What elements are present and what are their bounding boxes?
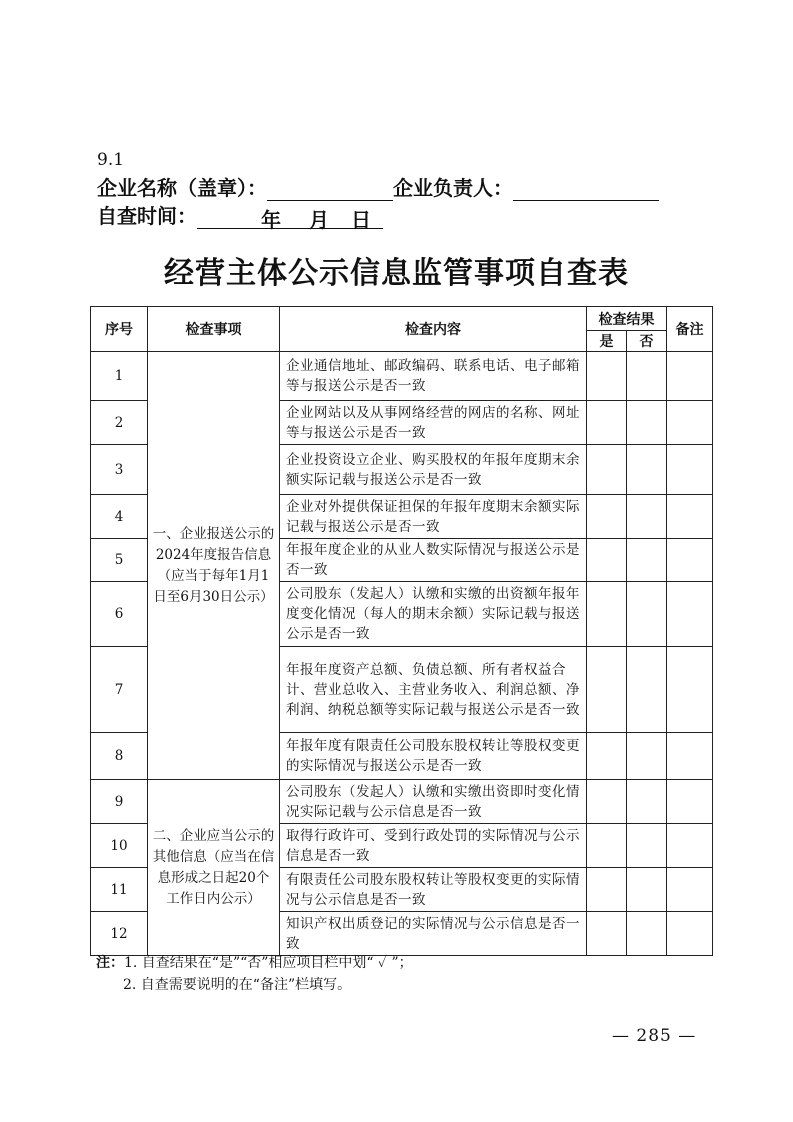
remark-cell[interactable] (667, 824, 713, 868)
notes-section (96, 952, 413, 996)
result-yes-cell[interactable] (587, 352, 627, 401)
remark-cell[interactable] (667, 445, 713, 495)
check-content: 年报年度有限责任公司股东股权转让等股权变更的实际情况与报送公示是否一致 (280, 733, 587, 780)
table-header-row (91, 307, 713, 331)
row-number: 3 (91, 445, 148, 495)
header-remark: 备注 (667, 307, 713, 352)
result-yes-cell[interactable] (587, 733, 627, 780)
row-number: 6 (91, 582, 148, 647)
remark-cell[interactable] (667, 780, 713, 824)
remark-cell[interactable] (667, 495, 713, 539)
row-number: 5 (91, 539, 148, 582)
check-content: 企业投资设立企业、购买股权的年报年度期末余额实际记载与报送公示是否一致 (280, 445, 587, 495)
company-header-line (97, 172, 659, 201)
remark-cell[interactable] (667, 582, 713, 647)
remark-cell[interactable] (667, 868, 713, 912)
check-content: 取得行政许可、受到行政处罚的实际情况与公示信息是否一致 (280, 824, 587, 868)
result-yes-cell[interactable] (587, 401, 627, 445)
result-yes-cell[interactable] (587, 445, 627, 495)
notes-label: 注： (96, 955, 124, 971)
row-number: 9 (91, 780, 148, 824)
result-yes-cell[interactable] (587, 824, 627, 868)
row-number: 1 (91, 352, 148, 401)
check-content: 年报年度企业的从业人数实际情况与报送公示是否一致 (280, 539, 587, 582)
note-line-1 (96, 952, 413, 974)
header-serial-no: 序号 (91, 307, 148, 352)
remark-cell[interactable] (667, 539, 713, 582)
remark-cell[interactable] (667, 733, 713, 780)
check-content: 有限责任公司股东股权转让等股权变更的实际情况与公示信息是否一致 (280, 868, 587, 912)
row-number: 4 (91, 495, 148, 539)
check-item-group-annual-report: 一、企业报送公示的2024年度报告信息（应当于每年1月1日至6月30日公示） (148, 352, 280, 780)
result-no-cell[interactable] (627, 352, 667, 401)
row-number: 8 (91, 733, 148, 780)
row-number: 10 (91, 824, 148, 868)
date-day-label: 日 (351, 208, 371, 232)
check-date-blank[interactable] (197, 204, 383, 232)
company-name-blank[interactable] (267, 180, 393, 201)
result-no-cell[interactable] (627, 401, 667, 445)
result-no-cell[interactable] (627, 780, 667, 824)
company-leader-blank[interactable] (513, 180, 659, 201)
row-number: 12 (91, 912, 148, 956)
result-no-cell[interactable] (627, 912, 667, 956)
row-number: 2 (91, 401, 148, 445)
check-item-group-other-info: 二、企业应当公示的其他信息（应当在信息形成之日起20个工作日内公示） (148, 780, 280, 956)
result-yes-cell[interactable] (587, 539, 627, 582)
check-content: 企业对外提供保证担保的年报年度期末余额实际记载与报送公示是否一致 (280, 495, 587, 539)
header-yes: 是 (587, 331, 627, 352)
result-no-cell[interactable] (627, 647, 667, 733)
company-name-label: 企业名称（盖章）： (97, 176, 267, 200)
header-check-content: 检查内容 (280, 307, 587, 352)
row-number: 7 (91, 647, 148, 733)
check-content: 公司股东（发起人）认缴和实缴出资即时变化情况实际记载与公示信息是否一致 (280, 780, 587, 824)
date-year-label: 年 (261, 208, 281, 232)
check-content: 公司股东（发起人）认缴和实缴的出资额年报年度变化情况（每人的期末余额）实际记载与报送公示是否一致 (280, 582, 587, 647)
row-number: 11 (91, 868, 148, 912)
header-check-item: 检查事项 (148, 307, 280, 352)
table-row (91, 352, 713, 401)
check-content: 年报年度资产总额、负债总额、所有者权益合计、营业总收入、主营业务收入、利润总额、净利润、纳税总额等实际记载与报送公示是否一致 (280, 647, 587, 733)
check-date-line (97, 200, 383, 232)
note-1-text: 1. 自查结果在“是”“否”相应项目栏中划“ ✓ ”； (124, 955, 413, 971)
result-no-cell[interactable] (627, 582, 667, 647)
table-row (91, 780, 713, 824)
result-no-cell[interactable] (627, 733, 667, 780)
result-no-cell[interactable] (627, 539, 667, 582)
self-check-table (90, 306, 713, 956)
result-no-cell[interactable] (627, 868, 667, 912)
result-yes-cell[interactable] (587, 647, 627, 733)
result-no-cell[interactable] (627, 445, 667, 495)
header-check-result: 检查结果 (587, 307, 667, 331)
remark-cell[interactable] (667, 647, 713, 733)
company-leader-label: 企业负责人： (393, 176, 513, 200)
result-no-cell[interactable] (627, 495, 667, 539)
check-content: 知识产权出质登记的实际情况与公示信息是否一致 (280, 912, 587, 956)
check-content: 企业通信地址、邮政编码、联系电话、电子邮箱等与报送公示是否一致 (280, 352, 587, 401)
note-2-text: 2. 自查需要说明的在“备注”栏填写。 (123, 977, 352, 993)
result-yes-cell[interactable] (587, 912, 627, 956)
check-date-label: 自查时间： (97, 204, 197, 228)
result-yes-cell[interactable] (587, 495, 627, 539)
result-yes-cell[interactable] (587, 780, 627, 824)
header-no: 否 (627, 331, 667, 352)
document-title: 经营主体公示信息监管事项自查表 (164, 256, 629, 291)
remark-cell[interactable] (667, 912, 713, 956)
result-no-cell[interactable] (627, 824, 667, 868)
result-yes-cell[interactable] (587, 868, 627, 912)
date-month-label: 月 (309, 208, 329, 232)
check-content: 企业网站以及从事网络经营的网店的名称、网址等与报送公示是否一致 (280, 401, 587, 445)
remark-cell[interactable] (667, 401, 713, 445)
result-yes-cell[interactable] (587, 582, 627, 647)
page-number: — 285 — (612, 1026, 697, 1046)
section-number: 9.1 (97, 150, 125, 170)
remark-cell[interactable] (667, 352, 713, 401)
